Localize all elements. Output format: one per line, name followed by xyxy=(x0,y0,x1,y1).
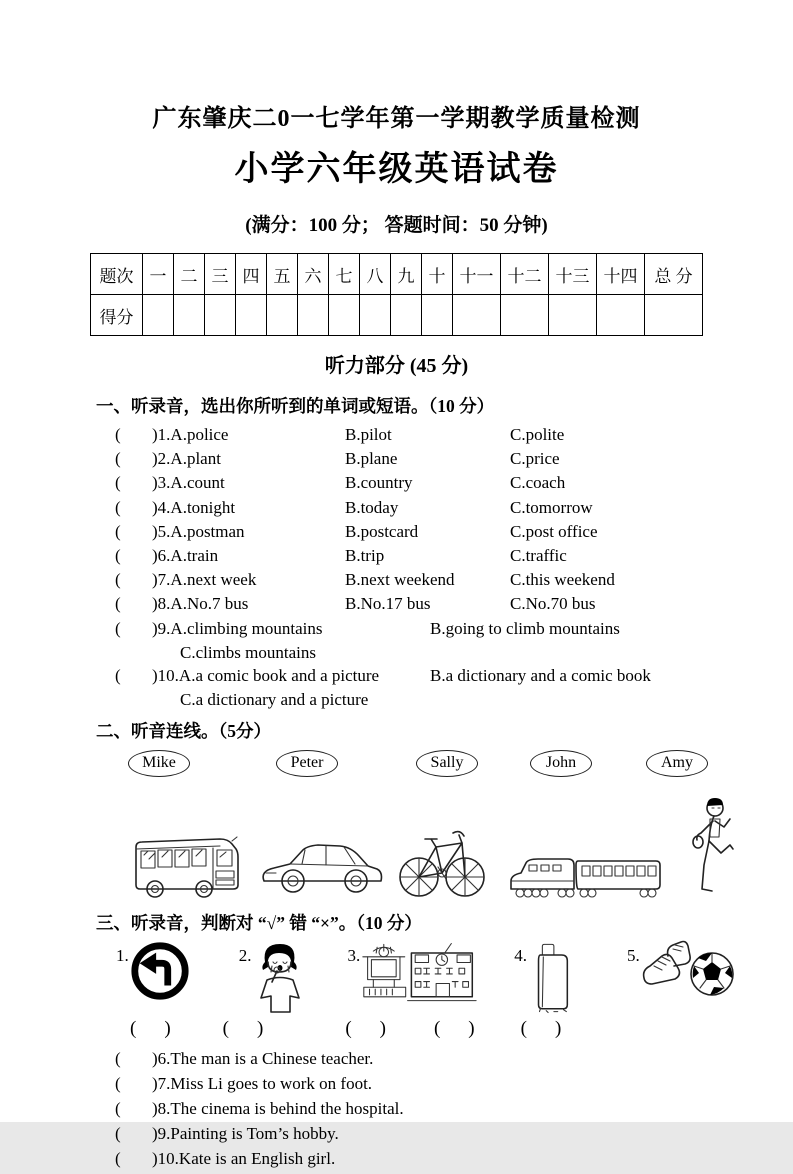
option-a: )8.A.No.7 bus xyxy=(152,594,249,614)
answer-bracket: ( xyxy=(115,449,121,469)
answer-bracket: ( xyxy=(115,666,121,686)
answer-bracket: ( xyxy=(115,1048,121,1068)
option-b: B.trip xyxy=(345,545,385,565)
running-boy-image xyxy=(686,795,736,901)
section3-heading: 三、听录音，判断对 “√” 错 “×”。（10 分） xyxy=(96,912,422,933)
score-table-score-row xyxy=(91,295,703,336)
statement-row xyxy=(115,1049,793,1074)
score-header-cell: 题次 xyxy=(91,254,143,295)
question-row xyxy=(115,425,793,449)
score-cell xyxy=(549,295,597,336)
statement-text: )10.Kate is an English girl. xyxy=(152,1148,336,1168)
answer-bracket-pair: ( ) xyxy=(433,1017,475,1039)
option-c: C.a dictionary and a picture xyxy=(180,690,369,710)
picture-number: 3. xyxy=(347,945,361,965)
option-b: B.going to climb mountains xyxy=(430,618,620,638)
score-header-cell: 十一 xyxy=(453,254,501,295)
score-header-cell: 五 xyxy=(267,254,298,295)
score-header-cell: 八 xyxy=(360,254,391,295)
car-image xyxy=(256,831,384,901)
option-b: B.today xyxy=(345,497,399,517)
suitcase-icon xyxy=(527,940,575,1016)
score-header-cell: 六 xyxy=(298,254,329,295)
judge-picture-5 xyxy=(627,940,734,998)
train-image xyxy=(508,837,666,901)
matching-pictures-row xyxy=(0,789,793,901)
name-oval-mike: Mike xyxy=(128,750,190,777)
picture-number: 5. xyxy=(627,945,640,965)
question-row xyxy=(115,570,793,594)
score-header-cell: 九 xyxy=(391,254,422,295)
option-c: C.No.70 bus xyxy=(510,594,596,614)
score-header-cell: 一 xyxy=(143,254,174,295)
score-row-label: 得分 xyxy=(91,295,143,336)
section2-heading: 二、听音连线。（5分） xyxy=(96,720,271,741)
judge-picture-4 xyxy=(514,940,575,1016)
score-cell xyxy=(645,295,703,336)
score-cell xyxy=(597,295,645,336)
name-oval-sally: Sally xyxy=(416,750,478,777)
exam-title-line1: 广东肇庆二0一七学年第一学期教学质量检测 xyxy=(152,106,641,132)
exam-subtitle: (满分：100 分； 答题时间：50 分钟) xyxy=(245,215,548,236)
question-row xyxy=(115,498,793,522)
score-cell xyxy=(205,295,236,336)
option-a: )3.A.count xyxy=(152,473,225,493)
judge-picture-3 xyxy=(348,940,479,1006)
question-row xyxy=(115,594,793,618)
statement-text: )9.Painting is Tom’s hobby. xyxy=(152,1123,339,1143)
option-a: )10.A.a comic book and a picture xyxy=(152,666,380,686)
score-header-cell: 四 xyxy=(236,254,267,295)
judge-picture-1 xyxy=(116,940,191,1002)
picture-number: 1. xyxy=(116,945,129,965)
option-b: B.No.17 bus xyxy=(345,594,431,614)
answer-bracket: ( xyxy=(115,1148,121,1168)
answer-bracket-pair: ( ) xyxy=(345,1017,386,1039)
option-b: B.pilot xyxy=(345,425,392,444)
question-row xyxy=(115,666,793,690)
score-cell xyxy=(174,295,205,336)
option-c: C.climbs mountains xyxy=(180,642,316,662)
score-cell xyxy=(329,295,360,336)
answer-bracket-pair: ( ) xyxy=(222,1017,264,1039)
statement-text: )7.Miss Li goes to work on foot. xyxy=(152,1073,373,1093)
answer-bracket: ( xyxy=(115,473,121,493)
option-a: )7.A.next week xyxy=(152,570,257,590)
answer-bracket: ( xyxy=(115,521,121,541)
score-header-cell: 总 分 xyxy=(645,254,703,295)
option-b: B.plane xyxy=(345,449,398,469)
answer-bracket: ( xyxy=(115,594,121,614)
shoes-and-football-icon xyxy=(640,940,734,998)
judge-picture-2 xyxy=(239,940,306,1014)
score-header-cell: 十三 xyxy=(549,254,597,295)
option-c: C.traffic xyxy=(510,545,567,565)
question-row xyxy=(115,522,793,546)
judge-brackets-row xyxy=(0,1018,793,1044)
statement-row xyxy=(115,1074,793,1099)
name-oval-john: John xyxy=(530,750,592,777)
question-row xyxy=(115,473,793,497)
option-c: C.price xyxy=(510,449,560,469)
score-header-cell: 七 xyxy=(329,254,360,295)
score-header-cell: 十二 xyxy=(501,254,549,295)
score-header-cell: 二 xyxy=(174,254,205,295)
answer-bracket: ( xyxy=(115,1073,121,1093)
answer-bracket: ( xyxy=(115,1123,121,1143)
judge-pictures-row xyxy=(0,940,793,1016)
statement-row xyxy=(115,1124,793,1149)
score-cell xyxy=(143,295,174,336)
section1-questions xyxy=(0,425,793,714)
score-cell xyxy=(391,295,422,336)
score-header-cell: 十四 xyxy=(597,254,645,295)
option-a: )1.A.police xyxy=(152,425,229,444)
statement-row xyxy=(115,1099,793,1124)
score-cell xyxy=(236,295,267,336)
option-c: C.polite xyxy=(510,425,565,444)
answer-bracket: ( xyxy=(115,545,121,565)
matching-names-row xyxy=(0,750,793,777)
answer-bracket-pair: ( ) xyxy=(130,1017,171,1039)
score-header-cell: 十 xyxy=(422,254,453,295)
answer-bracket: ( xyxy=(115,425,121,444)
turn-left-sign-icon xyxy=(129,940,191,1002)
crying-girl-icon xyxy=(252,940,306,1014)
option-c: C.tomorrow xyxy=(510,497,593,517)
bus-image xyxy=(128,827,242,901)
option-a: )5.A.postman xyxy=(152,521,245,541)
option-c: C.coach xyxy=(510,473,566,493)
answer-bracket: ( xyxy=(115,570,121,590)
score-cell xyxy=(267,295,298,336)
score-cell xyxy=(501,295,549,336)
option-c: C.post office xyxy=(510,521,598,541)
score-table-header-row xyxy=(91,254,703,295)
option-a: )4.A.tonight xyxy=(152,497,236,517)
score-header-cell: 三 xyxy=(205,254,236,295)
option-a: )2.A.plant xyxy=(152,449,221,469)
score-cell xyxy=(453,295,501,336)
bicycle-image xyxy=(398,811,486,901)
answer-bracket: ( xyxy=(115,497,121,517)
statement-text: )8.The cinema is behind the hospital. xyxy=(152,1098,404,1118)
question-row xyxy=(115,546,793,570)
option-a: )6.A.train xyxy=(152,545,219,565)
listening-part-header: 听力部分 (45 分) xyxy=(324,355,469,377)
question-row xyxy=(115,619,793,643)
option-a: )9.A.climbing mountains xyxy=(152,618,323,638)
exam-title-line2: 小学六年级英语试卷 xyxy=(234,151,559,188)
name-oval-peter: Peter xyxy=(276,750,338,777)
option-b: B.country xyxy=(345,473,413,493)
answer-bracket-pair: ( ) xyxy=(520,1017,562,1039)
picture-number: 2. xyxy=(238,945,252,965)
option-b: B.next weekend xyxy=(345,570,455,590)
option-b: B.postcard xyxy=(345,521,419,541)
question-row xyxy=(115,449,793,473)
score-cell xyxy=(298,295,329,336)
name-oval-amy: Amy xyxy=(646,750,708,777)
score-table xyxy=(90,253,703,336)
answer-bracket: ( xyxy=(115,618,121,638)
judge-statements xyxy=(0,1049,793,1174)
picture-number: 4. xyxy=(514,945,527,965)
statement-row xyxy=(115,1149,793,1174)
option-b: B.a dictionary and a comic book xyxy=(430,666,651,686)
section1-heading: 一、听录音，选出你所听到的单词或短语。（10 分） xyxy=(96,396,495,416)
score-cell xyxy=(360,295,391,336)
cinema-hospital-buildings-icon xyxy=(360,940,478,1006)
statement-text: )6.The man is a Chinese teacher. xyxy=(152,1048,374,1068)
score-cell xyxy=(422,295,453,336)
answer-bracket: ( xyxy=(115,1098,121,1118)
option-c: C.this weekend xyxy=(510,570,615,590)
